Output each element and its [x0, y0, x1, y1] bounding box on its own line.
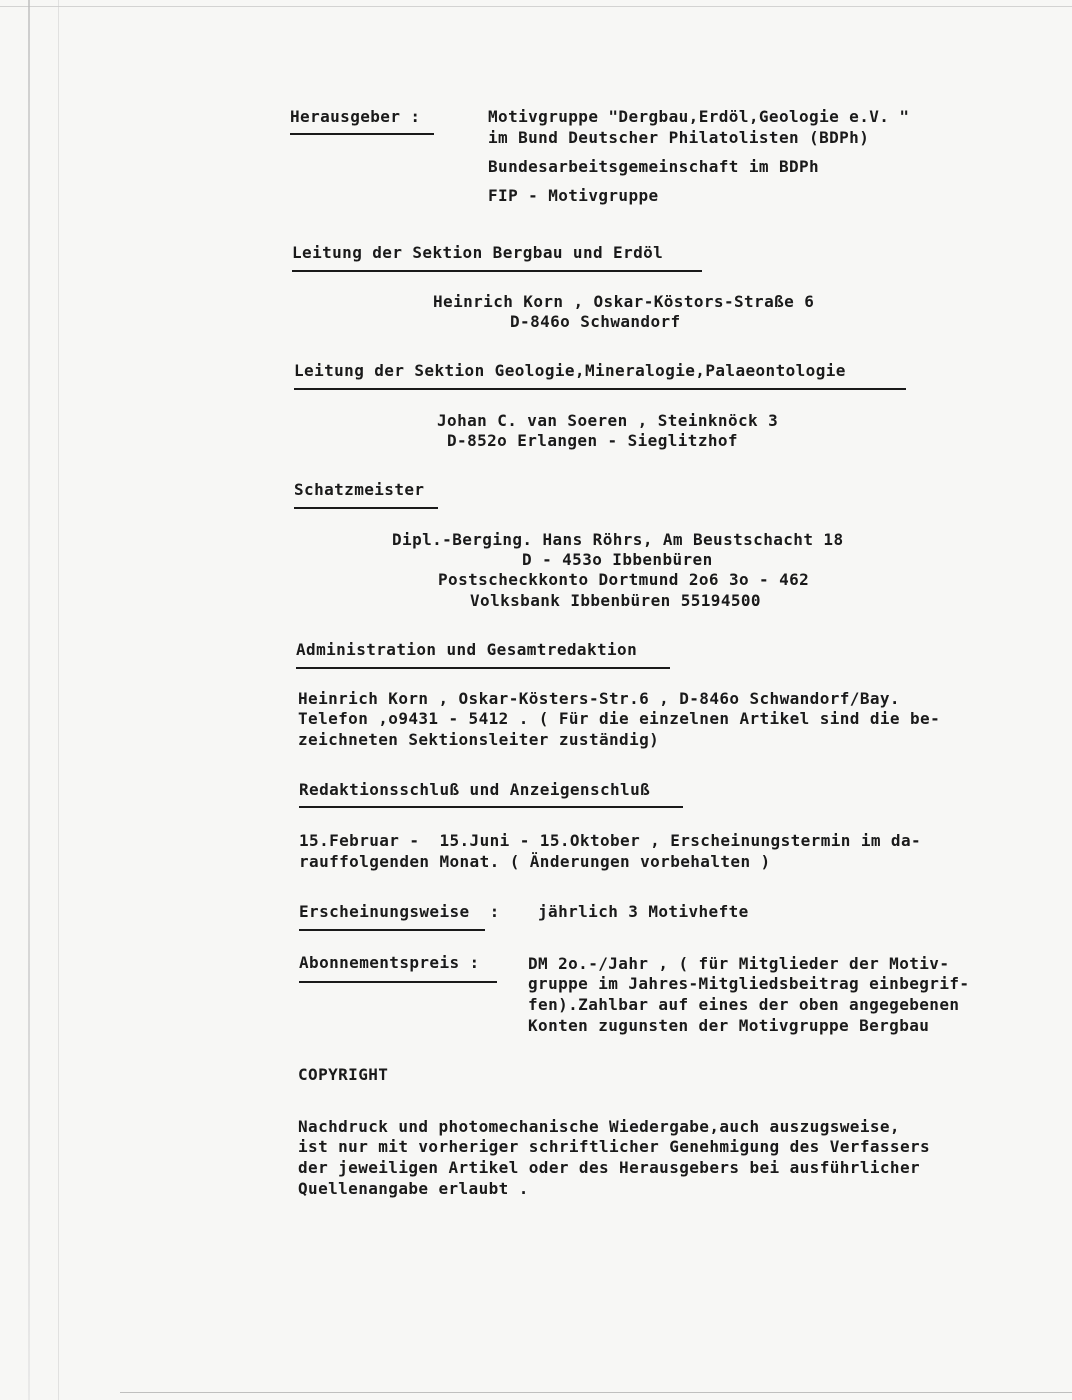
publisher-line: Bundesarbeitsgemeinschaft im BDPh: [488, 157, 820, 176]
subscription-underline: [299, 981, 497, 983]
publisher-underline: [290, 133, 434, 135]
deadlines-heading: Redaktionsschluß und Anzeigenschluß: [299, 780, 651, 799]
administration-heading: Administration und Gesamtredaktion: [296, 640, 638, 659]
copyright-heading: COPYRIGHT: [298, 1065, 389, 1084]
geology-section-underline: [294, 388, 906, 390]
copyright-line: ist nur mit vorheriger schriftlicher Genehmigung des Verfassers: [298, 1137, 931, 1156]
administration-line: Heinrich Korn , Oskar-Kösters-Str.6 , D-846o Schwandorf/Bay.: [298, 689, 900, 708]
copyright-line: Quellenangabe erlaubt .: [298, 1179, 529, 1198]
publisher-line: im Bund Deutscher Philatolisten (BDPh): [488, 128, 870, 147]
treasurer-heading: Schatzmeister: [294, 480, 425, 499]
deadlines-underline: [299, 806, 683, 808]
geology-section-heading: Leitung der Sektion Geologie,Mineralogie,Palaeontologie: [294, 361, 846, 380]
subscription-line: gruppe im Jahres-Mitgliedsbeitrag einbegrif-: [528, 974, 970, 993]
page-edge-top: [0, 6, 1072, 7]
page-edge-left: [28, 0, 30, 1400]
deadlines-line: 15.Februar - 15.Juni - 15.Oktober , Erscheinungstermin im da-: [299, 831, 922, 850]
frequency-underline: [299, 929, 485, 931]
geology-section-line: Johan C. van Soeren , Steinknöck 3: [437, 411, 779, 430]
frequency-label: Erscheinungsweise :: [299, 902, 500, 921]
subscription-line: DM 2o.-/Jahr , ( für Mitglieder der Motiv-: [528, 954, 950, 973]
publisher-line: FIP - Motivgruppe: [488, 186, 659, 205]
mining-section-line: Heinrich Korn , Oskar-Köstors-Straße 6: [433, 292, 815, 311]
mining-section-heading: Leitung der Sektion Bergbau und Erdöl: [292, 243, 664, 262]
treasurer-line: Volksbank Ibbenbüren 55194500: [470, 591, 761, 610]
subscription-line: fen).Zahlbar auf eines der oben angegebenen: [528, 995, 960, 1014]
treasurer-line: Dipl.-Berging. Hans Röhrs, Am Beustschacht 18: [392, 530, 844, 549]
treasurer-line: Postscheckkonto Dortmund 2o6 3o - 462: [438, 570, 810, 589]
page-edge-left-inner: [58, 0, 59, 1400]
publisher-line: Motivgruppe "Dergbau,Erdöl,Geologie e.V. ": [488, 107, 910, 126]
geology-section-line: D-852o Erlangen - Sieglitzhof: [447, 431, 738, 450]
frequency-value: jährlich 3 Motivhefte: [538, 902, 749, 921]
page-edge-bottom: [120, 1392, 1072, 1393]
subscription-label: Abonnementspreis :: [299, 953, 480, 972]
deadlines-line: rauffolgenden Monat. ( Änderungen vorbehalten ): [299, 852, 771, 871]
treasurer-underline: [294, 507, 438, 509]
administration-line: Telefon ,o9431 - 5412 . ( Für die einzelnen Artikel sind die be-: [298, 709, 941, 728]
copyright-line: Nachdruck und photomechanische Wiedergabe,auch auszugsweise,: [298, 1117, 900, 1136]
mining-section-line: D-846o Schwandorf: [510, 312, 681, 331]
subscription-line: Konten zugunsten der Motivgruppe Bergbau: [528, 1016, 930, 1035]
treasurer-line: D - 453o Ibbenbüren: [522, 550, 713, 569]
mining-section-underline: [292, 270, 702, 272]
administration-underline: [296, 667, 670, 669]
copyright-line: der jeweiligen Artikel oder des Herausgebers bei ausführlicher: [298, 1158, 921, 1177]
publisher-label: Herausgeber :: [290, 107, 421, 126]
administration-line: zeichneten Sektionsleiter zuständig): [298, 730, 660, 749]
